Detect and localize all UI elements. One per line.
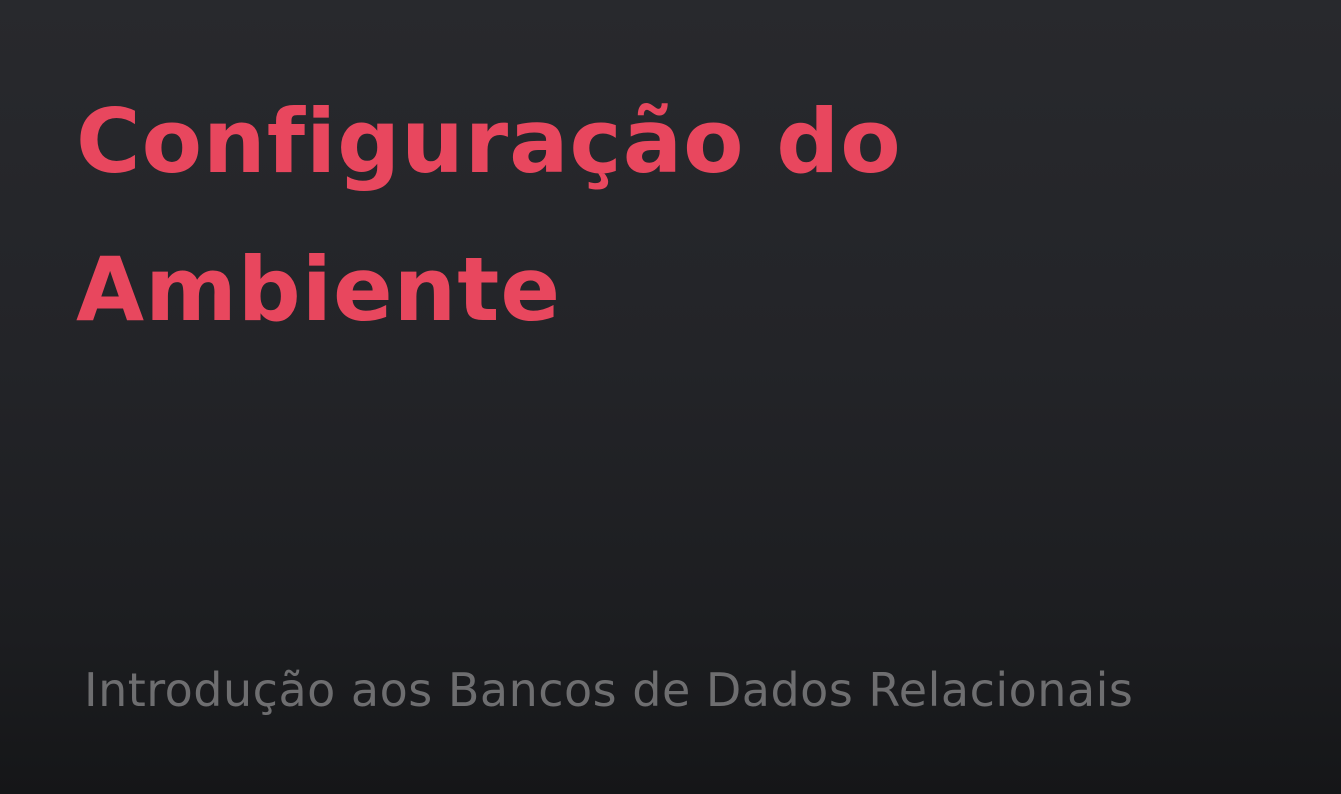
slide-title bbox=[76, 68, 1276, 364]
slide-subtitle: Introdução aos Bancos de Dados Relacionais bbox=[84, 663, 1134, 717]
slide-title-line-2: Ambiente bbox=[76, 238, 562, 341]
slide-title-line-1: Configuração do bbox=[76, 90, 902, 193]
